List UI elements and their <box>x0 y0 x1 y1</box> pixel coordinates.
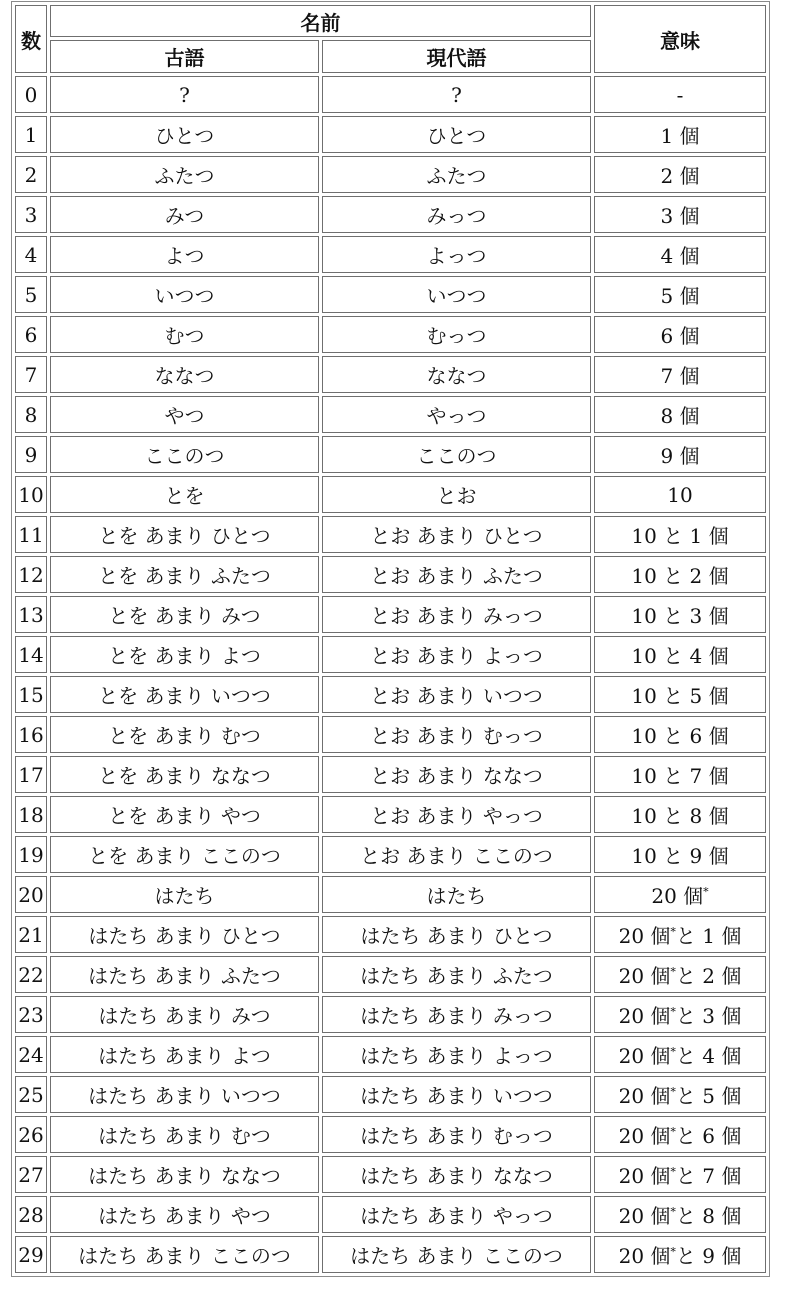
cell-meaning: 10 と 7 個 <box>594 756 766 793</box>
header-name: 名前 <box>50 5 591 37</box>
table-row <box>15 796 766 833</box>
cell-modern-word: はたち あまり むっつ <box>322 1116 591 1153</box>
cell-meaning: 7 個 <box>594 356 766 393</box>
cell-old-word: とを あまり ふたつ <box>50 556 319 593</box>
cell-number: 24 <box>15 1036 47 1073</box>
cell-modern-word: はたち あまり いつつ <box>322 1076 591 1113</box>
table-body <box>15 76 766 1273</box>
cell-meaning: 1 個 <box>594 116 766 153</box>
cell-number: 8 <box>15 396 47 433</box>
cell-old-word: ひとつ <box>50 116 319 153</box>
cell-number: 17 <box>15 756 47 793</box>
table-row <box>15 396 766 433</box>
cell-number: 21 <box>15 916 47 953</box>
cell-modern-word: とお あまり ななつ <box>322 756 591 793</box>
table-row <box>15 756 766 793</box>
cell-modern-word: とお あまり ふたつ <box>322 556 591 593</box>
cell-old-word: とを あまり やつ <box>50 796 319 833</box>
cell-number: 14 <box>15 636 47 673</box>
cell-meaning: 20 個*と 1 個 <box>594 916 766 953</box>
cell-number: 15 <box>15 676 47 713</box>
page <box>11 1 770 1277</box>
cell-old-word: はたち あまり よつ <box>50 1036 319 1073</box>
table-row <box>15 476 766 513</box>
cell-old-word: とを あまり いつつ <box>50 676 319 713</box>
cell-meaning: 20 個*と 6 個 <box>594 1116 766 1153</box>
cell-modern-word: とお あまり むっつ <box>322 716 591 753</box>
cell-modern-word: やっつ <box>322 396 591 433</box>
table-row <box>15 916 766 953</box>
cell-meaning: 10 と 3 個 <box>594 596 766 633</box>
table-row <box>15 836 766 873</box>
cell-meaning: 10 と 1 個 <box>594 516 766 553</box>
cell-modern-word: とお あまり ひとつ <box>322 516 591 553</box>
cell-old-word: はたち あまり いつつ <box>50 1076 319 1113</box>
cell-modern-word: ? <box>322 76 591 113</box>
cell-old-word: よつ <box>50 236 319 273</box>
footnote-marker: * <box>670 1205 676 1219</box>
table-row <box>15 276 766 313</box>
cell-old-word: やつ <box>50 396 319 433</box>
cell-modern-word: ひとつ <box>322 116 591 153</box>
cell-meaning: 10 <box>594 476 766 513</box>
cell-modern-word: ここのつ <box>322 436 591 473</box>
cell-old-word: はたち あまり みつ <box>50 996 319 1033</box>
cell-meaning: 20 個*と 8 個 <box>594 1196 766 1233</box>
cell-modern-word: はたち あまり ふたつ <box>322 956 591 993</box>
table-row <box>15 956 766 993</box>
header-old-word: 古語 <box>50 40 319 73</box>
cell-old-word: ななつ <box>50 356 319 393</box>
cell-modern-word: とお あまり みっつ <box>322 596 591 633</box>
cell-old-word: はたち あまり ふたつ <box>50 956 319 993</box>
table-row <box>15 116 766 153</box>
cell-modern-word: はたち あまり やっつ <box>322 1196 591 1233</box>
footnote-marker: * <box>703 885 709 899</box>
cell-meaning: 20 個*と 2 個 <box>594 956 766 993</box>
cell-number: 7 <box>15 356 47 393</box>
cell-old-word: みつ <box>50 196 319 233</box>
cell-modern-word: とお あまり よっつ <box>322 636 591 673</box>
cell-number: 27 <box>15 1156 47 1193</box>
cell-old-word: ? <box>50 76 319 113</box>
cell-meaning: 10 と 2 個 <box>594 556 766 593</box>
table-row <box>15 156 766 193</box>
cell-number: 26 <box>15 1116 47 1153</box>
cell-number: 9 <box>15 436 47 473</box>
cell-number: 10 <box>15 476 47 513</box>
table-row <box>15 556 766 593</box>
cell-number: 3 <box>15 196 47 233</box>
footnote-marker: * <box>670 965 676 979</box>
table-header <box>15 5 766 73</box>
cell-number: 5 <box>15 276 47 313</box>
table-row <box>15 1116 766 1153</box>
cell-meaning: 3 個 <box>594 196 766 233</box>
cell-old-word: いつつ <box>50 276 319 313</box>
cell-old-word: とを あまり ここのつ <box>50 836 319 873</box>
header-number: 数 <box>15 5 47 73</box>
cell-number: 16 <box>15 716 47 753</box>
footnote-marker: * <box>670 1005 676 1019</box>
footnote-marker: * <box>670 1245 676 1259</box>
table-row <box>15 1036 766 1073</box>
cell-meaning: 10 と 4 個 <box>594 636 766 673</box>
cell-number: 6 <box>15 316 47 353</box>
cell-number: 19 <box>15 836 47 873</box>
cell-modern-word: とお <box>322 476 591 513</box>
cell-old-word: むつ <box>50 316 319 353</box>
cell-meaning: 20 個*と 3 個 <box>594 996 766 1033</box>
cell-meaning: 5 個 <box>594 276 766 313</box>
cell-meaning: 10 と 8 個 <box>594 796 766 833</box>
cell-number: 18 <box>15 796 47 833</box>
footnote-marker: * <box>670 925 676 939</box>
cell-modern-word: むっつ <box>322 316 591 353</box>
cell-number: 13 <box>15 596 47 633</box>
cell-modern-word: ななつ <box>322 356 591 393</box>
cell-number: 22 <box>15 956 47 993</box>
cell-old-word: とを あまり よつ <box>50 636 319 673</box>
cell-old-word: はたち あまり ひとつ <box>50 916 319 953</box>
cell-modern-word: とお あまり やっつ <box>322 796 591 833</box>
cell-old-word: ここのつ <box>50 436 319 473</box>
table-row <box>15 636 766 673</box>
cell-number: 29 <box>15 1236 47 1273</box>
cell-meaning: 9 個 <box>594 436 766 473</box>
cell-number: 25 <box>15 1076 47 1113</box>
cell-meaning: 20 個*と 9 個 <box>594 1236 766 1273</box>
cell-meaning: 20 個*と 7 個 <box>594 1156 766 1193</box>
table-row <box>15 716 766 753</box>
table-row <box>15 1196 766 1233</box>
cell-modern-word: とお あまり ここのつ <box>322 836 591 873</box>
cell-meaning: 6 個 <box>594 316 766 353</box>
cell-modern-word: はたち <box>322 876 591 913</box>
table-row <box>15 596 766 633</box>
cell-modern-word: はたち あまり みっつ <box>322 996 591 1033</box>
cell-modern-word: はたち あまり ななつ <box>322 1156 591 1193</box>
cell-modern-word: はたち あまり よっつ <box>322 1036 591 1073</box>
table-row <box>15 356 766 393</box>
cell-old-word: とを <box>50 476 319 513</box>
cell-old-word: とを あまり ひとつ <box>50 516 319 553</box>
table-row <box>15 196 766 233</box>
footnote-marker: * <box>670 1085 676 1099</box>
cell-modern-word: みっつ <box>322 196 591 233</box>
table-row <box>15 876 766 913</box>
table-row <box>15 1076 766 1113</box>
table-row <box>15 436 766 473</box>
number-names-table <box>11 1 770 1277</box>
cell-modern-word: とお あまり いつつ <box>322 676 591 713</box>
cell-number: 2 <box>15 156 47 193</box>
cell-old-word: はたち あまり ここのつ <box>50 1236 319 1273</box>
cell-old-word: とを あまり ななつ <box>50 756 319 793</box>
cell-number: 4 <box>15 236 47 273</box>
table-row <box>15 1236 766 1273</box>
table-row <box>15 316 766 353</box>
cell-meaning: 2 個 <box>594 156 766 193</box>
footnote-marker: * <box>670 1165 676 1179</box>
cell-modern-word: いつつ <box>322 276 591 313</box>
cell-number: 0 <box>15 76 47 113</box>
cell-modern-word: はたち あまり ここのつ <box>322 1236 591 1273</box>
cell-old-word: はたち あまり むつ <box>50 1116 319 1153</box>
cell-meaning: 8 個 <box>594 396 766 433</box>
cell-modern-word: よっつ <box>322 236 591 273</box>
cell-old-word: はたち あまり ななつ <box>50 1156 319 1193</box>
cell-number: 1 <box>15 116 47 153</box>
cell-number: 12 <box>15 556 47 593</box>
cell-meaning: 4 個 <box>594 236 766 273</box>
cell-meaning: 10 と 9 個 <box>594 836 766 873</box>
cell-meaning: - <box>594 76 766 113</box>
table-row <box>15 76 766 113</box>
table-row <box>15 676 766 713</box>
cell-old-word: はたち あまり やつ <box>50 1196 319 1233</box>
cell-old-word: とを あまり みつ <box>50 596 319 633</box>
footnote-marker: * <box>670 1125 676 1139</box>
cell-old-word: とを あまり むつ <box>50 716 319 753</box>
cell-modern-word: ふたつ <box>322 156 591 193</box>
cell-modern-word: はたち あまり ひとつ <box>322 916 591 953</box>
header-modern-word: 現代語 <box>322 40 591 73</box>
header-meaning: 意味 <box>594 5 766 73</box>
cell-meaning: 20 個*と 4 個 <box>594 1036 766 1073</box>
table-row <box>15 996 766 1033</box>
cell-old-word: はたち <box>50 876 319 913</box>
table-row <box>15 516 766 553</box>
table-row <box>15 236 766 273</box>
cell-old-word: ふたつ <box>50 156 319 193</box>
cell-number: 20 <box>15 876 47 913</box>
footnote-marker: * <box>670 1045 676 1059</box>
cell-number: 11 <box>15 516 47 553</box>
cell-number: 28 <box>15 1196 47 1233</box>
table-row <box>15 1156 766 1193</box>
cell-meaning: 20 個*と 5 個 <box>594 1076 766 1113</box>
cell-meaning: 10 と 6 個 <box>594 716 766 753</box>
cell-meaning: 10 と 5 個 <box>594 676 766 713</box>
cell-meaning: 20 個* <box>594 876 766 913</box>
cell-number: 23 <box>15 996 47 1033</box>
